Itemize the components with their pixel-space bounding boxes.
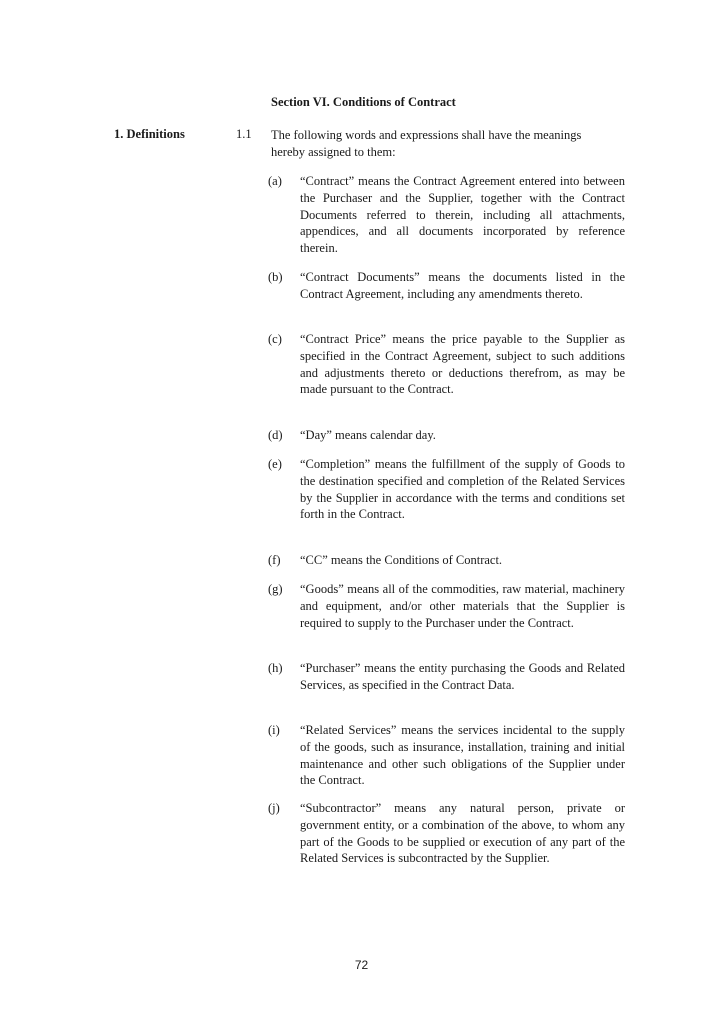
clause-heading: 1. Definitions	[114, 127, 185, 141]
definition-item	[268, 456, 628, 523]
definition-label: (j)	[268, 801, 280, 815]
definition-label: (g)	[268, 582, 283, 596]
definition-text: “Related Services” means the services incidental to the supply of the goods, such as insurance, installation, training and initial maintenance and other such obligations of the Supplier under the Contract.	[300, 723, 625, 788]
definition-text: “Purchaser” means the entity purchasing the Goods and Related Services, as specified in the Contract Data.	[300, 661, 625, 692]
definition-item	[268, 173, 628, 257]
definition-text: “CC” means the Conditions of Contract.	[300, 553, 503, 567]
clause-number: 1.1	[236, 127, 252, 141]
section-title: Section VI. Conditions of Contract	[271, 95, 456, 109]
definition-label: (f)	[268, 553, 281, 567]
definition-item	[268, 427, 628, 444]
definition-item	[268, 269, 628, 303]
definition-label: (d)	[268, 428, 283, 442]
definition-label: (i)	[268, 723, 280, 737]
definition-item	[268, 331, 628, 398]
definition-item	[268, 552, 628, 569]
definition-label: (b)	[268, 270, 283, 284]
definition-text: “Subcontractor” means any natural person, private or government entity, or a combination of the above, to whom any part of the Goods to be supplied or execution of any part of the Related Services is subcontracted by the Supplier.	[300, 801, 625, 866]
definition-text: “Contract Documents” means the documents listed in the Contract Agreement, including any amendments thereto.	[300, 270, 625, 301]
definition-label: (c)	[268, 332, 282, 346]
definition-text: “Completion” means the fulfillment of the supply of Goods to the destination specified and completion of the Related Services by the Supplier in accordance with the terms and conditions set forth in the Contract.	[300, 457, 625, 522]
definition-item	[268, 722, 628, 789]
clause-intro: The following words and expressions shall have the meanings hereby assigned to them:	[271, 128, 582, 159]
definition-text: “Contract Price” means the price payable to the Supplier as specified in the Contract Agreement, subject to such additions and adjustments thereto or deductions therefrom, as may be made pursuant to the Contract.	[300, 332, 625, 397]
definition-item	[268, 800, 628, 867]
page-number: 72	[354, 958, 369, 972]
definition-label: (e)	[268, 457, 282, 471]
definition-item	[268, 660, 628, 694]
definition-text: “Day” means calendar day.	[300, 428, 436, 442]
definition-label: (a)	[268, 174, 282, 188]
definition-item	[268, 581, 628, 631]
definition-text: “Goods” means all of the commodities, raw material, machinery and equipment, and/or other materials that the Supplier is required to supply to the Purchaser under the Contract.	[300, 582, 625, 630]
definition-label: (h)	[268, 661, 283, 675]
definition-text: “Contract” means the Contract Agreement entered into between the Purchaser and the Supplier, together with the Contract Documents referred to therein, including all attachments, appendices, and all documents incorporated by reference therein.	[300, 174, 625, 256]
